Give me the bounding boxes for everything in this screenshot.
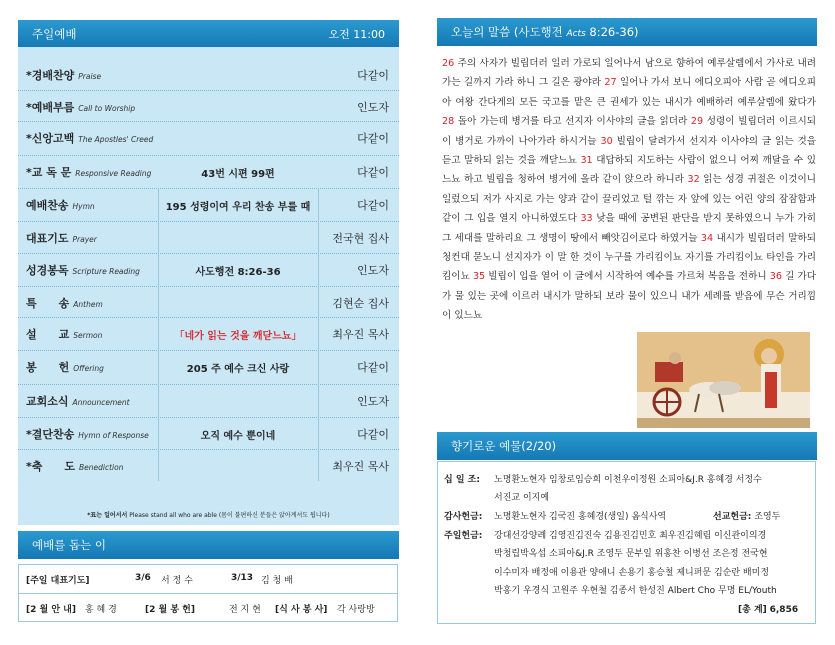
offering-title: 향기로운 예물(2/20) bbox=[451, 439, 557, 453]
verse-number: 31 bbox=[580, 155, 593, 167]
worship-row bbox=[18, 156, 399, 188]
offering-header bbox=[437, 432, 817, 460]
offering-duty-label: [2 월 봉 헌] bbox=[145, 605, 195, 615]
worship-item-name: 설 교 Sermon bbox=[26, 328, 103, 341]
worship-item-leader: 다같이 bbox=[357, 428, 389, 441]
worship-row bbox=[18, 189, 399, 221]
guide-label: [2 월 안 내] bbox=[26, 605, 76, 615]
stand-note-bold: *표는 일어서서 bbox=[87, 512, 128, 519]
sunday-row-4: 박홍기 우경식 고원주 우현철 김종서 한성진 Albert Cho 무명 EL/Youth bbox=[494, 586, 777, 596]
verse-text: 성령이 빌립더러 이르시되 이 병거로 가까이 나아가라 하시거늘 bbox=[442, 116, 816, 147]
scripture-text bbox=[442, 54, 816, 326]
scripture-header bbox=[437, 18, 817, 46]
worship-item-name: 특 송 Anthem bbox=[26, 297, 103, 310]
worship-row bbox=[18, 351, 399, 383]
worship-item-name: *축 도 Benediction bbox=[26, 460, 124, 473]
worship-item-leader: 최우진 목사 bbox=[332, 460, 389, 473]
rep-date-2: 3/13 bbox=[231, 573, 254, 583]
worship-item-detail: 205 주 예수 크신 사랑 bbox=[186, 363, 290, 375]
worship-item-leader: 전국현 집사 bbox=[332, 232, 389, 245]
worship-item-leader: 다같이 bbox=[357, 361, 389, 374]
verse-text: 읽는 성경 귀절은 이것이니 일렀으되 저가 사지로 가는 양과 같이 끌리었고 털 깎는 자 앞에 있는 어린 양의 잠잠함과 같이 그 입을 열지 아니하였도다 bbox=[442, 174, 816, 225]
worship-item-name: *결단찬송 Hymn of Response bbox=[26, 428, 149, 441]
worship-row bbox=[18, 385, 399, 417]
mission-row: 선교헌금: 조영두 bbox=[713, 512, 781, 522]
helpers-table bbox=[18, 564, 398, 622]
verse-number: 35 bbox=[472, 271, 486, 283]
stand-note bbox=[18, 510, 399, 519]
worship-item-name: *교 독 문 Responsive Reading bbox=[26, 166, 152, 179]
worship-time: 오전 11:00 bbox=[328, 28, 385, 41]
worship-item-name: 교회소식 Announcement bbox=[26, 395, 130, 408]
worship-item-name: 성경봉독 Scripture Reading bbox=[26, 264, 140, 277]
worship-row bbox=[18, 254, 399, 286]
worship-item-leader: 다같이 bbox=[357, 69, 389, 82]
worship-item-detail: 사도행전 8:26-36 bbox=[195, 266, 281, 278]
worship-title: 주일예배 bbox=[32, 27, 77, 41]
verse-number: 32 bbox=[687, 174, 700, 186]
sunday-row-3: 이수미자 배정애 이용관 양애니 손용기 홍승철 제니퍼문 김순란 배미정 bbox=[494, 568, 770, 578]
offering-duty-person: 전 지 현 bbox=[229, 605, 261, 615]
verse-number: 29 bbox=[690, 116, 704, 128]
verse-text: 빌립이 입을 열어 이 글에서 시작하여 예수를 가르쳐 복음을 전하니 bbox=[485, 271, 770, 283]
guide-person: 홍 혜 경 bbox=[85, 605, 117, 615]
worship-row bbox=[18, 450, 399, 482]
offering-total: [총 계] 6,856 bbox=[738, 605, 799, 615]
worship-item-detail: 43번 시편 99편 bbox=[201, 168, 275, 180]
verse-number: 28 bbox=[442, 116, 455, 128]
sunday-row-2: 박청립박옥섭 소피아&J.R 조영두 문부일 위홍찬 이병선 조은정 전국현 bbox=[494, 549, 768, 559]
worship-header bbox=[18, 20, 399, 48]
worship-item-name: 대표기도 Prayer bbox=[26, 232, 97, 245]
worship-row bbox=[18, 418, 399, 450]
worship-row bbox=[18, 318, 399, 350]
verse-number: 33 bbox=[580, 213, 593, 225]
worship-item-leader: 다같이 bbox=[357, 132, 389, 145]
philip-eunuch-icon bbox=[637, 332, 810, 428]
verse-number: 36 bbox=[769, 271, 782, 283]
verse-number: 34 bbox=[700, 232, 714, 244]
worship-row bbox=[18, 91, 399, 123]
worship-item-leader: 인도자 bbox=[357, 395, 389, 408]
verse-number: 26 bbox=[442, 58, 455, 69]
worship-item-name: *신앙고백 The Apostles' Creed bbox=[26, 132, 154, 145]
worship-item-leader: 김현순 집사 bbox=[332, 297, 389, 310]
rep-person-2: 김 청 배 bbox=[261, 576, 293, 586]
worship-item-name: 예배찬송 Hymn bbox=[26, 199, 95, 212]
rep-prayer-label: [주일 대표기도] bbox=[26, 576, 90, 586]
thanks-row: 감사헌금: 노명환노현자 김국진 홍혜경(생일) 옴식사역 bbox=[444, 512, 667, 522]
worship-item-leader: 인도자 bbox=[357, 264, 389, 277]
worship-item-leader: 최우진 목사 bbox=[332, 328, 389, 341]
worship-item-leader: 다같이 bbox=[357, 166, 389, 179]
rep-person-1: 서 정 수 bbox=[161, 576, 193, 586]
verse-text: 낮을 때에 공변된 판단을 받지 못하였으니 누가 가히 그 세대를 말하리요 그 생명이 땅에서 빼앗김이로다 하였거늘 bbox=[442, 213, 816, 244]
worship-row bbox=[18, 59, 399, 91]
worship-item-name: *경배찬양 Praise bbox=[26, 69, 102, 82]
verse-text: 주의 사자가 빌립더러 일러 가로되 일어나서 남으로 향하여 예루살렘에서 가사로 내려가는 길까지 가라 하니 그 길은 광야라 bbox=[442, 58, 816, 89]
helpers-header bbox=[18, 531, 399, 559]
order-of-worship bbox=[18, 47, 399, 525]
sunday-row: 주일헌금: 강대선강양례 김영진김진숙 김용진김민호 최우진김혜림 이신관이의경 bbox=[444, 531, 767, 541]
worship-item-leader: 다같이 bbox=[357, 199, 389, 212]
helpers-title: 예배를 돕는 이 bbox=[32, 538, 106, 552]
rep-date-1: 3/6 bbox=[135, 573, 151, 583]
offering-list bbox=[437, 461, 816, 624]
verse-text: 일어나 가서 보니 에디오피아 사람 곧 에디오피아 여왕 간다게의 모든 국고를 맡은 큰 권세가 있는 내시가 예배하러 예루살렘에 왔다가 bbox=[442, 77, 816, 108]
worship-item-detail: 195 성령이여 우리 찬송 부를 때 bbox=[165, 201, 311, 213]
stand-note-text: Please stand all who are able (몸이 불편하신 분들은 앉아계셔도 됩니다) bbox=[127, 512, 330, 519]
meal-person: 각 사랑방 bbox=[337, 605, 375, 615]
verse-text: 빌립이 달려가서 선지자 이사야의 글 읽는 것을 듣고 말하되 읽는 것을 깨닫느뇨 bbox=[442, 135, 816, 167]
verse-text: 내시가 빌립더러 말하되 청컨대 묻노니 선지자가 이 말 한 것이 누구를 가리킴이뇨 자기를 가리킴이뇨 타인을 가리킴이뇨 bbox=[442, 232, 817, 283]
verse-number: 30 bbox=[600, 135, 613, 147]
tithe-row: 십 일 조: 노명환노현자 임창로임승희 이천우이정원 소피아&J.R 홍혜경 서정수 bbox=[444, 475, 762, 485]
worship-row bbox=[18, 222, 399, 254]
worship-item-leader: 인도자 bbox=[357, 101, 389, 114]
worship-row bbox=[18, 287, 399, 319]
worship-item-name: 봉 헌 Offering bbox=[26, 361, 104, 374]
worship-item-name: *예배부름 Call to Worship bbox=[26, 101, 136, 114]
verse-text: 돌아 가는데 병거를 타고 선지자 이사야의 글을 읽더라 bbox=[454, 116, 691, 128]
tithe-row-cont: 서진교 이지예 bbox=[494, 493, 550, 503]
worship-item-detail: 오직 예수 뿐이네 bbox=[200, 430, 276, 442]
verse-text: 대답하되 지도하는 사람이 없으니 어찌 깨달을 수 있느뇨 하고 빌립을 청하여 병거에 올라 같이 앉으라 하니라 bbox=[442, 155, 816, 186]
scripture-title: 오늘의 말씀 (사도행전 Acts 8:26-36) bbox=[451, 25, 639, 39]
worship-row bbox=[18, 122, 399, 154]
worship-item-detail: 「네가 읽는 것을 깨닫느뇨」 bbox=[174, 330, 302, 342]
meal-label: [식 사 봉 사] bbox=[275, 605, 328, 615]
verse-text: 길 가다가 물 있는 곳에 이르러 내시가 말하되 보라 물이 있으니 내가 세례를 받음에 무슨 거리낌이 있느뇨 bbox=[442, 271, 817, 322]
verse-number: 27 bbox=[604, 77, 617, 89]
